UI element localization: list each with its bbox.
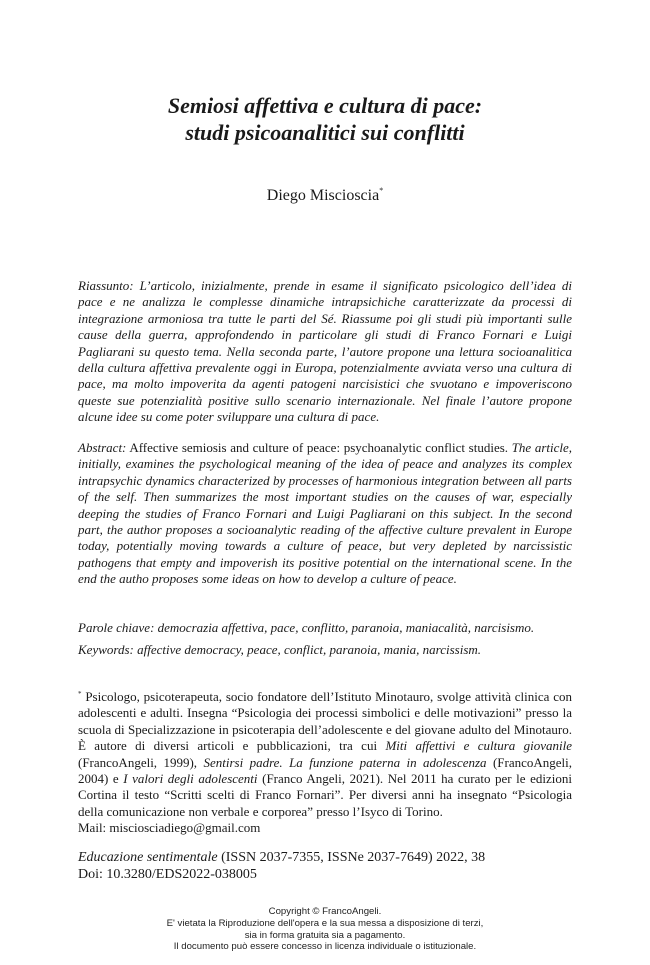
copyright-line-3: sia in forma gratuita sia a pagamento. [244,929,406,941]
abstract-paragraph [78,440,572,588]
keywords-english: Keywords: affective democracy, peace, conflict, paranoia, mania, narcissism. [78,642,482,657]
journal-name: Educazione sentimentale [78,850,218,865]
footnote-text-1: Psicologo, psicoterapeuta, socio fondatore dell’Istituto Minotauro, svolge attività clinica con adolescenti e adulti. Insegna “Psicologia dei processi simbolici e delle motivazioni” presso la scuola di Specializzazione in psicoterapia dell’adolescente e del giovane adulto del Minotauro. È autore di diversi articoli e pubblicazioni, tra cui [78,689,573,754]
footnote-book-3: I valori degli adolescenti [123,771,258,787]
footnote-mark: * [78,690,82,698]
keywords-italian: Parole chiave: democrazia affettiva, pace, conflitto, paranoia, maniacalità, narcisismo. [78,620,535,635]
abstract-text: The article, initially, examines the psychological meaning of the idea of peace and analyzes its complex intrapsychic dynamics characterized by processes of harmonious integration between all parts of the self. Then summarizes the most important studies on the causes of war, especially deeping the studies of Franco Fornari and Luigi Pagliarani on this subject. In the second part, the author proposes a socioanalytic reading of the affective culture prevalent in Europe today, potentially moving towards a culture of peace, but very depleted by narcissistic pathogens that empty and impoverish its positive potential on the international scene. In the end the autho proposes some ideas on how to develop a culture of peace. [78,440,573,587]
copyright-line-1: Copyright © FrancoAngeli. [268,906,382,917]
author-footnote-mark: * [379,186,384,195]
footnote-text-4: (Franco Angeli, 2021). Nel 2011 ha curato per le edizioni Cortina il testo “Scritti scelti di Franco Fornari”. Per diversi anni ha insegnato “Psicologia della comunicazione non verbale e corporea” presso l’Isyco di Torino. [78,771,573,819]
author-line [40,186,610,205]
footnote-mail: Mail: misciosciadiego@gmail.com [78,820,261,836]
copyright-line-4: Il documento può essere concesso in licenza individuale o istituzionale. [173,941,477,953]
journal-issn: (ISSN 2037-7355, ISSNe 2037-7649) 2022, 38 [221,850,486,865]
abstract-label: Abstract: [78,440,127,455]
footnote-text-2: (FrancoAngeli, 1999), [78,754,198,770]
journal-info [78,849,572,883]
title-line-1: Semiosi affettiva e cultura di pace: [167,93,483,118]
riassunto-paragraph: Riassunto: L’articolo, inizialmente, prende in esame il significato psicologico dell’idea di pace e ne analizza le complesse dinamiche intrapsichiche caratterizzate da processi di integrazione armoniosa tra tutte le parti del Sé. Riassume poi gli studi più importanti sulle cause della guerra, approfondendo in particolare gli studi di Franco Fornari e Luigi Pagliarani su questo tema. Nella seconda parte, l’autore propone una lettura socioanalitica della cultura affettiva prevalente oggi in Europa, potenzialmente avviata verso una cultura di pace, ma molto impoverita da agenti patogeni narcisistici che svuotano e impoveriscono queste sue potenzialità positive sullo scenario internazionale. Nel finale l’autore propone alcune idee su come poter sviluppare una cultura di pace. [78,278,572,425]
footnote-book-2: Sentirsi padre. La funzione paterna in adolescenza [203,754,487,770]
footnote-text-3: (FrancoAngeli, 2004) e [78,754,573,787]
abstract-title: Affective semiosis and culture of peace: psychoanalytic conflict studies. [129,440,509,455]
author-name: Diego Miscioscia [266,187,380,204]
footnote-book-1: Miti affettivi e cultura giovanile [385,738,573,754]
copyright-notice [90,906,560,953]
title-line-2: studi psicoanalitici sui conflitti [185,120,465,145]
journal-doi: Doi: 10.3280/EDS2022-038005 [78,867,257,882]
copyright-line-2: E' vietata la Riproduzione dell'opera e la sua messa a disposizione di terzi, [166,917,484,929]
article-title [40,92,610,146]
journal-citation [78,849,572,866]
author-footnote [78,686,572,837]
